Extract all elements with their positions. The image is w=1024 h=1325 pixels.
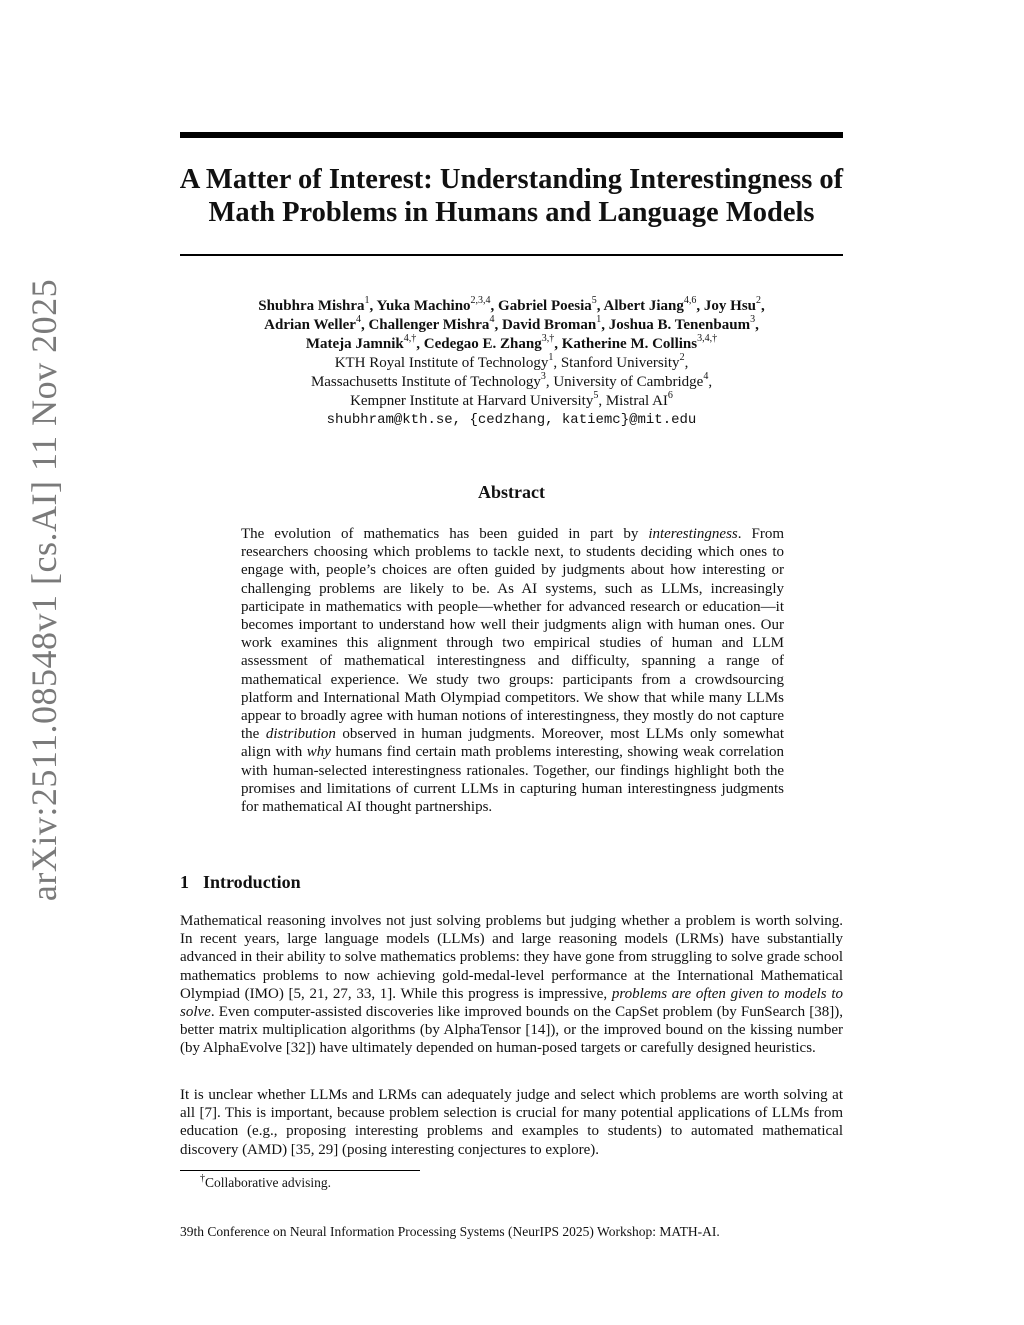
author-name: Adrian Weller	[264, 317, 356, 333]
intro-paragraph-1	[180, 912, 843, 1058]
abstract-heading: Abstract	[478, 482, 545, 502]
author-affil-mark: 4,6	[683, 295, 697, 306]
author-name: Gabriel Poesia	[498, 298, 592, 314]
affiliation-name: KTH Royal Institute of Technology	[334, 355, 549, 371]
author-separator: ,	[369, 298, 377, 314]
author-separator: ,	[360, 317, 369, 333]
footnote-rule	[180, 1170, 420, 1171]
author-line-2	[180, 316, 843, 335]
arxiv-id: arXiv:2511.08548v1 [cs.AI] 11 Nov 2025	[24, 278, 64, 902]
author-separator: ,	[596, 298, 604, 314]
author-affil-mark: 5	[591, 295, 597, 306]
affiliation-mark: 6	[667, 390, 673, 401]
author-affil-mark: 3	[750, 314, 756, 325]
author-name: Katherine M. Collins	[561, 336, 698, 352]
author-name: Joshua B. Tenenbaum	[608, 317, 751, 333]
author-separator: ,	[494, 317, 502, 333]
author-affil-mark: 2,3,4	[470, 295, 491, 306]
author-line-1	[180, 297, 843, 316]
author-name: Yuka Machino	[376, 298, 471, 314]
author-affil-mark: 3,4,†	[697, 333, 718, 344]
abstract-emphasis: distribution	[265, 726, 336, 743]
abstract-emphasis: why	[306, 744, 331, 761]
author-affil-mark: 3,†	[541, 333, 555, 344]
abstract-part: humans find certain math problems interesting, showing weak correlation with human-selected interestingness rationales. Together, our findings highlight both the promises and limitations of current LLMs in capturing human interestingness judgments for mathematical AI thought partnerships.	[241, 744, 784, 816]
footnote-mark: †	[200, 1172, 205, 1184]
author-name: Cedegao E. Zhang	[423, 336, 542, 352]
affiliation-name: Massachusetts Institute of Technology	[310, 374, 541, 390]
author-name: Mateja Jamnik	[305, 336, 404, 352]
affiliation-mark: 5	[593, 390, 599, 401]
affiliation-line-3	[180, 392, 843, 411]
section-title: Introduction	[203, 872, 301, 892]
paper-title: A Matter of Interest: Understanding Interestingness of Math Problems in Humans and Language Models	[179, 164, 844, 228]
intro-text: Mathematical reasoning involves not just solving problems but judging whether a problem is worth solving. In recent years, large language models (LLMs) and large reasoning models (LRMs) have substantially advanced in their ability to solve mathematics problems: they have gone from struggling to solve grade school mathematics problems to now achieving gold-medal-level performance at the International Mathematical Olympiad (IMO) [5, 21, 27, 33, 1]. While this progress is impressive,	[180, 913, 843, 1002]
affiliation-name: University of Cambridge	[553, 374, 704, 390]
author-affil-mark: 2	[756, 295, 762, 306]
intro-paragraph-2: It is unclear whether LLMs and LRMs can adequately judge and select which problems are worth solving at all [7]. This is important, because problem selection is crucial for many potential applications of LLMs from education (e.g., proposing interesting problems and examples to students) to automated mathematical discovery (AMD) [35, 29] (posing interesting conjectures to explore).	[180, 1087, 843, 1158]
affiliation-separator: ,	[553, 355, 561, 371]
affiliation-separator: ,	[708, 374, 713, 390]
author-name: Albert Jiang	[603, 298, 684, 314]
author-name: Shubhra Mishra	[258, 298, 365, 314]
author-separator: ,	[601, 317, 609, 333]
conference-footer: 39th Conference on Neural Information Processing Systems (NeurIPS 2025) Workshop: MATH-AI.	[180, 1224, 720, 1239]
abstract-part: The evolution of mathematics has been guided in part by	[241, 526, 649, 542]
author-affil-mark: 4	[489, 314, 495, 325]
author-separator: ,	[416, 336, 424, 352]
section-number: 1	[180, 872, 189, 892]
intro-text: . Even computer-assisted discoveries like improved bounds on the CapSet problem (by FunSearch [38]), better matrix multiplication algorithms (by AlphaTensor [14]), or the improved bound on the kissing number (by AlphaEvolve [32]) have ultimately depended on human-posed targets or carefully designed heuristics.	[180, 1004, 843, 1057]
author-affil-mark: 1	[364, 295, 370, 306]
author-separator: ,	[696, 298, 704, 314]
author-line-3	[180, 335, 843, 354]
section-heading-introduction	[180, 872, 301, 893]
author-affil-mark: 1	[596, 314, 602, 325]
title-bottom-rule	[180, 254, 843, 256]
affiliation-separator: ,	[684, 355, 689, 371]
author-separator: ,	[490, 298, 499, 314]
arxiv-stamp	[14, 210, 74, 970]
author-name: Joy Hsu	[703, 298, 757, 314]
author-affil-mark: 4,†	[403, 333, 417, 344]
affiliation-mark: 4	[703, 371, 709, 382]
affiliation-name: Kempner Institute at Harvard University	[350, 393, 594, 409]
author-name: Challenger Mishra	[368, 317, 490, 333]
affiliation-separator: ,	[598, 393, 606, 409]
author-block	[180, 297, 843, 430]
affiliation-line-1	[180, 354, 843, 373]
author-separator: ,	[755, 317, 759, 333]
author-emails: shubhram@kth.se, {cedzhang, katiemc}@mit.edu	[326, 412, 697, 428]
affiliation-name: Stanford University	[560, 355, 680, 371]
affiliation-mark: 3	[540, 371, 546, 382]
abstract-text	[241, 525, 784, 816]
author-affil-mark: 4	[355, 314, 361, 325]
abstract-part: . From researchers choosing which problems to tackle next, to students deciding which ones to engage with, people’s choices are often guided by judgments about how interesting or challenging problems are likely to be. As AI systems, such as LLMs, increasingly participate in mathematics with people—whether for advanced research or education—it becomes important to understand how well their judgments align with human ones. Our work examines this alignment through two empirical studies of human and LLM assessment of mathematical interestingness and difficulty, spanning a range of mathematical experience. We study two groups: participants from a crowdsourcing platform and International Math Olympiad competitors. We show that while many LLMs appear to broadly agree with human notions of interestingness, they mostly do not capture the	[241, 526, 784, 743]
intro-emphasis: problems are often given to models to solve	[180, 985, 843, 1021]
affiliation-separator: ,	[545, 374, 554, 390]
author-separator: ,	[761, 298, 765, 314]
abstract-emphasis: interestingness	[648, 526, 738, 542]
title-top-rule	[180, 132, 843, 138]
author-name: David Broman	[501, 317, 597, 333]
author-separator: ,	[554, 336, 562, 352]
footnote-text: Collaborative advising.	[205, 1175, 331, 1190]
affiliation-line-2	[180, 373, 843, 392]
abstract-part: observed in human judgments. Moreover, most LLMs only somewhat align with	[241, 726, 784, 761]
affiliation-name: Mistral AI	[605, 393, 668, 409]
footnote	[200, 1172, 331, 1191]
affiliation-mark: 2	[679, 352, 685, 363]
affiliation-mark: 1	[548, 352, 554, 363]
